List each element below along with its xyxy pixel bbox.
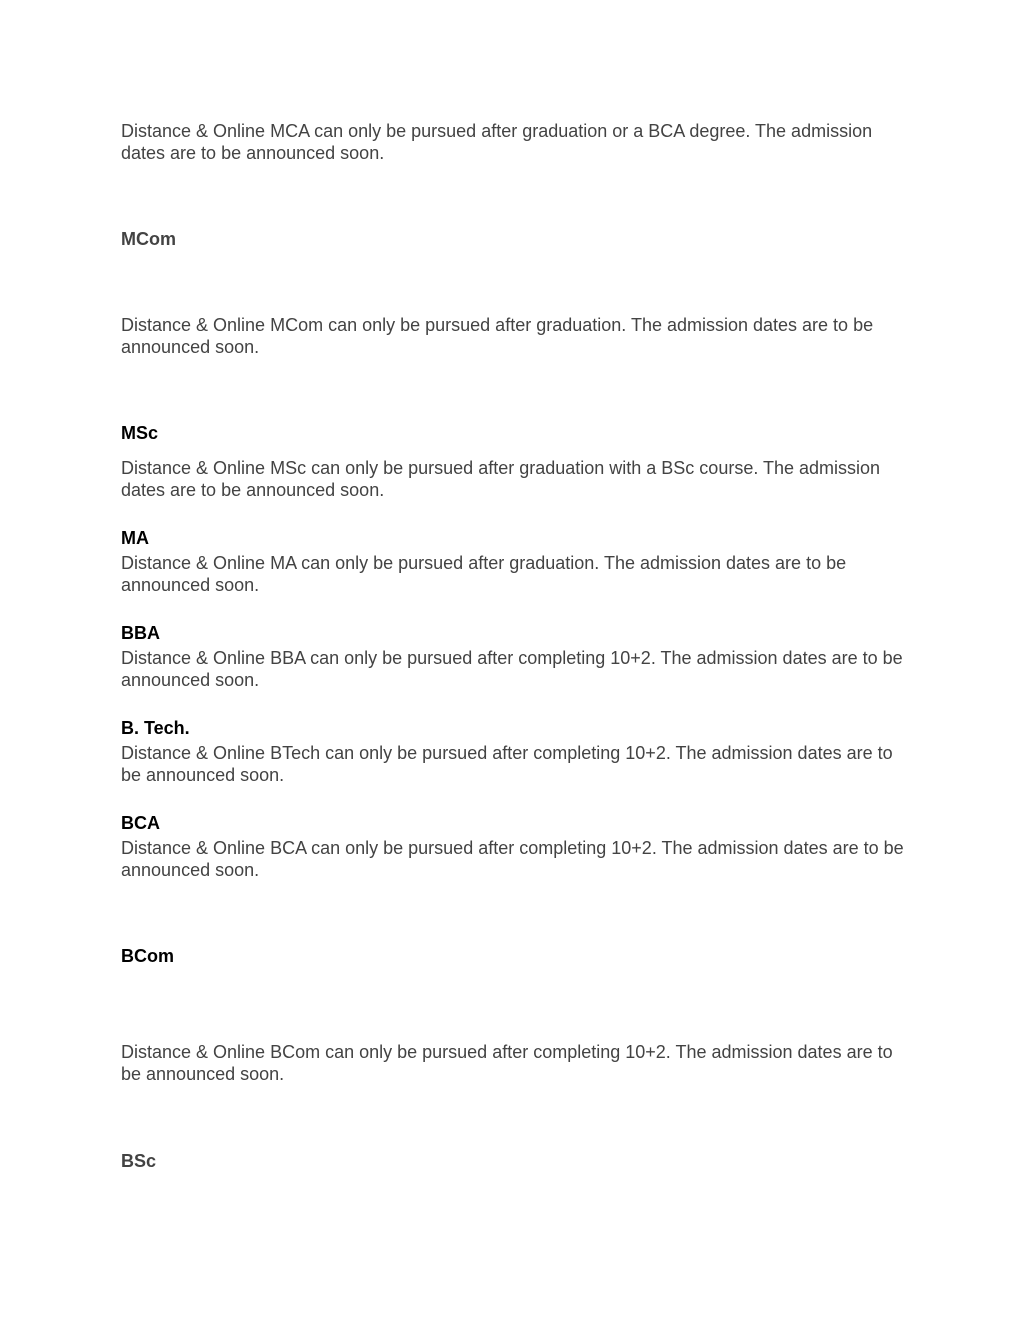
bcom-description: Distance & Online BCom can only be pursued after completing 10+2. The admission dates are to be announced soon. [121, 1042, 893, 1084]
mcom-heading: MCom [121, 229, 176, 249]
bca-description: Distance & Online BCA can only be pursued after completing 10+2. The admission dates are to be announced soon. [121, 838, 904, 880]
btech-description: Distance & Online BTech can only be pursued after completing 10+2. The admission dates are to be announced soon. [121, 743, 893, 785]
bca-heading: BCA [121, 813, 160, 833]
msc-heading: MSc [121, 423, 159, 443]
ma-heading: MA [121, 528, 149, 548]
bsc-heading: BSc [121, 1151, 157, 1171]
mca-description: Distance & Online MCA can only be pursued after graduation or a BCA degree. The admission dates are to be announced soon. [121, 121, 873, 163]
bba-description: Distance & Online BBA can only be pursued after completing 10+2. The admission dates are to be announced soon. [121, 648, 903, 690]
ma-description: Distance & Online MA can only be pursued after graduation. The admission dates are to be announced soon. [121, 553, 847, 595]
bba-heading: BBA [121, 623, 160, 643]
mcom-description: Distance & Online MCom can only be pursued after graduation. The admission dates are to be announced soon. [121, 315, 874, 357]
bcom-heading: BCom [121, 946, 174, 966]
btech-heading: B. Tech. [121, 718, 190, 738]
msc-description: Distance & Online MSc can only be pursued after graduation with a BSc course. The admission dates are to be announced soon. [121, 458, 881, 500]
